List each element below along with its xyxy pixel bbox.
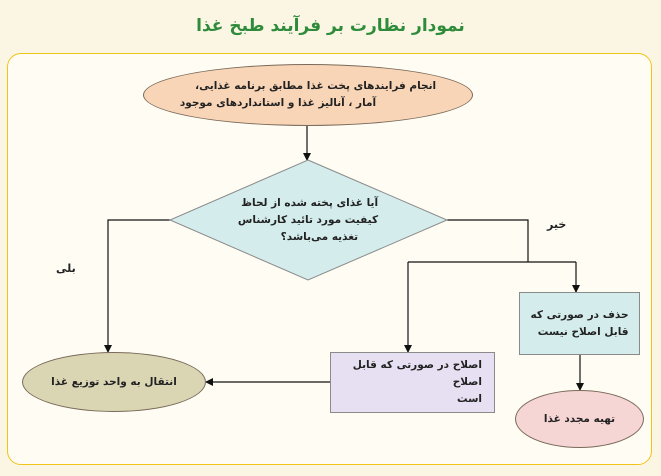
line-no-branch bbox=[447, 220, 528, 262]
yes-label: بلی bbox=[56, 262, 76, 275]
start-line-2: آمار ، آنالیز غذا و استانداردهای موجود bbox=[179, 97, 377, 109]
no-label: خیر bbox=[547, 218, 567, 231]
remove-line-1: حذف در صورتی که bbox=[530, 308, 629, 321]
remove-line-2: قابل اصلاح نیست bbox=[537, 325, 629, 338]
remove-box bbox=[519, 292, 640, 355]
decision-line-3: تغذیه می‌باشد؟ bbox=[280, 230, 359, 243]
transfer-label: انتقال به واحد توزیع غذا bbox=[51, 375, 177, 388]
fix-line-2: است bbox=[456, 393, 482, 405]
transfer-node bbox=[22, 352, 206, 412]
decision-line-2: کیفیت مورد تائید کارشناس bbox=[237, 213, 379, 226]
decision-text bbox=[215, 183, 401, 257]
decision-line-1: آیا غذای پخته شده از لحاظ bbox=[241, 196, 379, 209]
arrow-yes-to-transfer bbox=[108, 220, 170, 352]
start-line-1: انجام فرایندهای پخت غذا مطابق برنامه غذایی، bbox=[195, 80, 437, 92]
start-node bbox=[143, 64, 473, 126]
redo-label: تهیه مجدد غذا bbox=[543, 412, 616, 425]
fix-line-1: اصلاح در صورتی که قابل اصلاح bbox=[352, 359, 482, 388]
redo-node bbox=[515, 390, 644, 448]
diagram-title: نمودار نظارت بر فرآیند طبخ غذا bbox=[196, 16, 465, 36]
fix-box bbox=[330, 352, 495, 413]
